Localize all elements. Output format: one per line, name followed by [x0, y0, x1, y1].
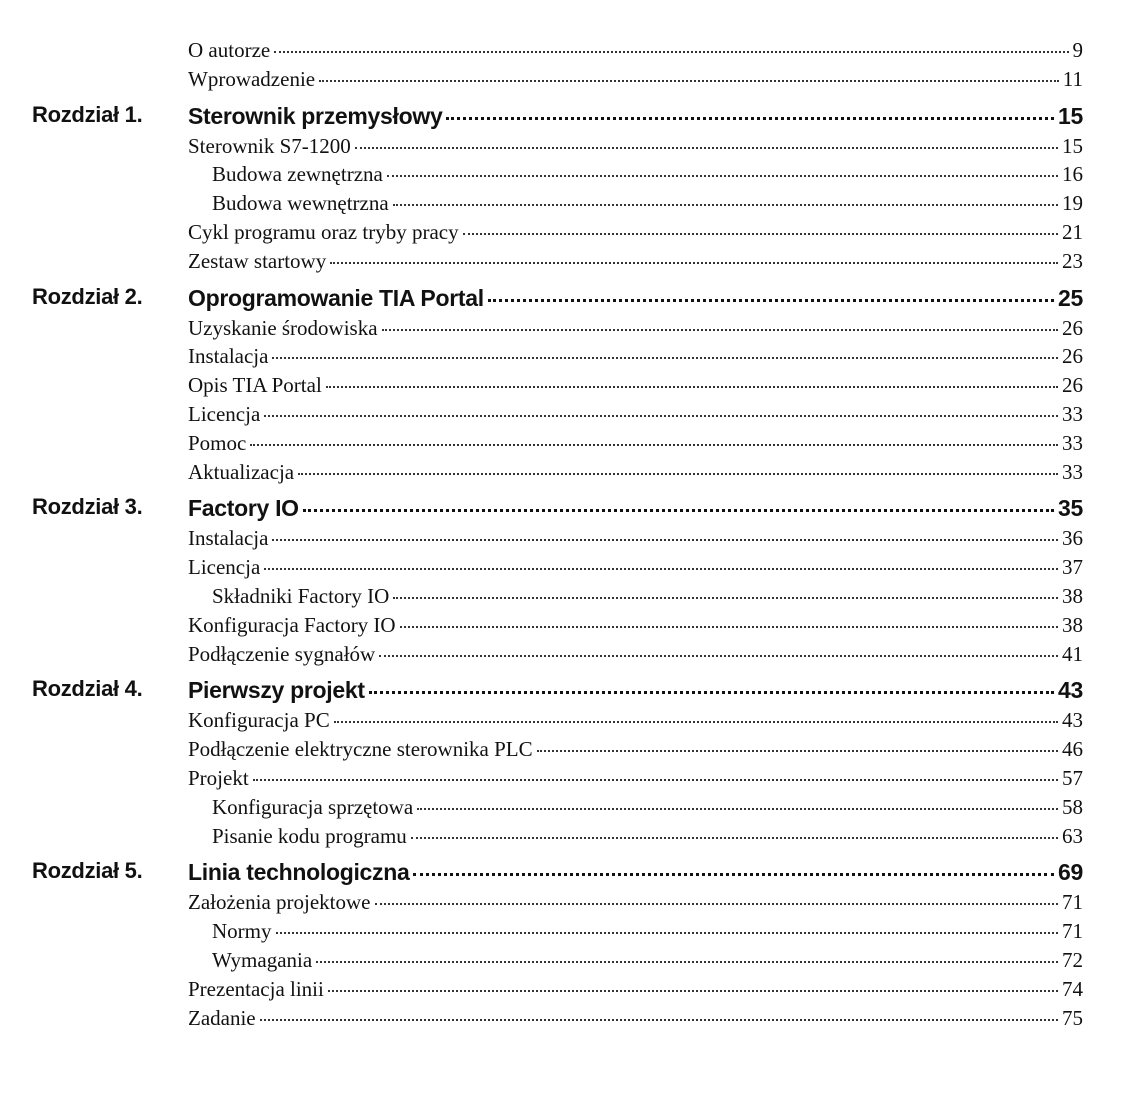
dot-leader: [379, 655, 1058, 657]
page-number: 15: [1062, 133, 1083, 158]
section-row[interactable]: [0, 888, 1135, 917]
toc-entry: [212, 160, 1083, 188]
section-row[interactable]: [0, 582, 1135, 611]
section-title: Normy: [212, 919, 272, 944]
chapter-label: Rozdział 4.: [32, 676, 143, 702]
page-number: 33: [1062, 459, 1083, 484]
dot-leader: [326, 386, 1058, 388]
dot-leader: [316, 961, 1058, 963]
section-title: Prezentacja linii: [188, 976, 324, 1001]
toc-entry: [212, 793, 1083, 821]
section-row[interactable]: [0, 524, 1135, 553]
section-row[interactable]: [0, 793, 1135, 822]
page-number: 63: [1062, 823, 1083, 848]
toc-entry: [188, 494, 1083, 522]
toc-entry: [188, 342, 1083, 370]
chapter-label: Rozdział 1.: [32, 101, 143, 127]
section-title: Cykl programu oraz tryby pracy: [188, 219, 459, 244]
section-title: Aktualizacja: [188, 459, 295, 484]
page-number: 38: [1062, 583, 1083, 608]
page-number: 69: [1058, 859, 1083, 886]
section-row[interactable]: [0, 160, 1135, 189]
page-number: 41: [1062, 641, 1083, 666]
section-row[interactable]: [0, 400, 1135, 429]
section-title: Pomoc: [188, 430, 247, 455]
section-row[interactable]: [0, 342, 1135, 371]
section-title: Uzyskanie środowiska: [188, 315, 378, 340]
toc-entry: [188, 764, 1083, 792]
page-number: 21: [1062, 219, 1083, 244]
toc-entry: [188, 888, 1083, 916]
section-title: Licencja: [188, 555, 261, 580]
section-title: Zadanie: [188, 1005, 256, 1030]
toc-entry: [188, 102, 1083, 130]
section-row[interactable]: [0, 132, 1135, 161]
page-number: 57: [1062, 765, 1083, 790]
section-row[interactable]: [0, 189, 1135, 218]
page-number: 36: [1062, 526, 1083, 551]
dot-leader: [369, 691, 1054, 694]
dot-leader: [260, 1019, 1058, 1021]
page-number: 33: [1062, 401, 1083, 426]
section-row[interactable]: [0, 247, 1135, 276]
dot-leader: [253, 779, 1058, 781]
section-row[interactable]: [0, 822, 1135, 851]
page-number: 38: [1062, 612, 1083, 637]
dot-leader: [264, 415, 1058, 417]
dot-leader: [272, 357, 1058, 359]
chapter-row[interactable]: [0, 280, 1135, 314]
page-number: 19: [1062, 191, 1083, 216]
section-title: Opis TIA Portal: [188, 373, 322, 398]
dot-leader: [319, 80, 1059, 82]
toc-entry: [212, 582, 1083, 610]
section-title: O autorze: [188, 38, 271, 62]
page-number: 23: [1062, 248, 1083, 273]
page-number: 9: [1072, 38, 1083, 62]
toc-entry: [188, 706, 1083, 734]
dot-leader: [387, 175, 1058, 177]
dot-leader: [328, 990, 1058, 992]
toc-entry: [212, 917, 1083, 945]
dot-leader: [446, 117, 1054, 120]
toc-entry: [188, 400, 1083, 428]
section-row[interactable]: [0, 314, 1135, 343]
chapter-row[interactable]: [0, 854, 1135, 888]
chapter-title: Oprogramowanie TIA Portal: [188, 284, 484, 311]
toc-entry: [212, 946, 1083, 974]
section-title: Składniki Factory IO: [212, 583, 390, 608]
section-row[interactable]: [0, 1004, 1135, 1033]
page-number: 72: [1062, 947, 1083, 972]
dot-leader: [298, 473, 1058, 475]
toc-entry: [188, 314, 1083, 342]
dot-leader: [417, 808, 1058, 810]
section-title: Sterownik S7-1200: [188, 133, 351, 158]
dot-leader: [488, 299, 1054, 302]
toc-entry: [188, 132, 1083, 160]
dot-leader: [393, 204, 1058, 206]
dot-leader: [413, 873, 1054, 876]
page-number: 58: [1062, 794, 1083, 819]
section-row[interactable]: [0, 218, 1135, 247]
toc-entry: [212, 189, 1083, 217]
section-title: Podłączenie sygnałów: [188, 641, 376, 666]
page-number: 35: [1058, 495, 1083, 522]
dot-leader: [400, 626, 1058, 628]
section-row[interactable]: [0, 975, 1135, 1004]
page-number: 43: [1058, 677, 1083, 704]
toc-entry: [212, 822, 1083, 850]
table-of-contents: [0, 36, 1135, 1032]
page-number: 15: [1058, 102, 1083, 129]
section-row[interactable]: [0, 917, 1135, 946]
chapter-row[interactable]: [0, 490, 1135, 524]
dot-leader: [334, 721, 1058, 723]
page-number: 74: [1062, 976, 1083, 1001]
toc-entry: [188, 975, 1083, 1003]
dot-leader: [382, 329, 1058, 331]
toc-entry: [188, 640, 1083, 668]
toc-entry: [188, 284, 1083, 312]
section-title: Pisanie kodu programu: [212, 823, 407, 848]
toc-entry: [188, 611, 1083, 639]
section-title: Konfiguracja sprzętowa: [212, 794, 414, 819]
section-row[interactable]: [0, 640, 1135, 669]
section-title: Wprowadzenie: [188, 66, 316, 91]
dot-leader: [264, 568, 1058, 570]
toc-entry: [188, 524, 1083, 552]
page-number: 16: [1062, 162, 1083, 187]
dot-leader: [250, 444, 1058, 446]
toc-entry: [188, 247, 1083, 275]
section-title: Konfiguracja PC: [188, 708, 330, 733]
section-row[interactable]: [0, 946, 1135, 975]
toc-entry: [188, 36, 1083, 64]
chapter-title: Linia technologiczna: [188, 859, 410, 886]
dot-leader: [393, 597, 1058, 599]
dot-leader: [330, 262, 1058, 264]
dot-leader: [355, 147, 1058, 149]
toc-entry: [188, 65, 1083, 93]
section-row[interactable]: [0, 65, 1135, 94]
toc-entry: [188, 218, 1083, 246]
page-number: 75: [1062, 1005, 1083, 1030]
dot-leader: [303, 509, 1054, 512]
page-number: 26: [1062, 315, 1083, 340]
toc-entry: [188, 676, 1083, 704]
dot-leader: [274, 51, 1068, 53]
dot-leader: [375, 903, 1059, 905]
section-title: Projekt: [188, 765, 249, 790]
page-number: 37: [1062, 555, 1083, 580]
toc-entry: [188, 1004, 1083, 1032]
chapter-label: Rozdział 5.: [32, 858, 143, 884]
chapter-title: Factory IO: [188, 495, 299, 522]
dot-leader: [272, 539, 1058, 541]
section-title: Założenia projektowe: [188, 890, 371, 915]
section-row[interactable]: [0, 611, 1135, 640]
dot-leader: [411, 837, 1058, 839]
section-row[interactable]: [0, 553, 1135, 582]
section-title: Budowa wewnętrzna: [212, 191, 389, 216]
section-row[interactable]: [0, 36, 1135, 65]
chapter-row[interactable]: [0, 672, 1135, 706]
toc-entry: [188, 371, 1083, 399]
section-title: Licencja: [188, 401, 261, 426]
toc-entry: [188, 735, 1083, 763]
section-row[interactable]: [0, 458, 1135, 487]
chapter-row[interactable]: [0, 98, 1135, 132]
page-number: 11: [1062, 66, 1083, 91]
page-number: 26: [1062, 344, 1083, 369]
dot-leader: [537, 750, 1058, 752]
page-number: 71: [1062, 890, 1083, 915]
section-title: Zestaw startowy: [188, 248, 327, 273]
section-title: Budowa zewnętrzna: [212, 162, 383, 187]
section-title: Instalacja: [188, 344, 269, 369]
section-title: Podłączenie elektryczne sterownika PLC: [188, 737, 533, 762]
toc-entry: [188, 858, 1083, 886]
section-title: Instalacja: [188, 526, 269, 551]
dot-leader: [463, 233, 1058, 235]
section-row[interactable]: [0, 706, 1135, 735]
chapter-title: Sterownik przemysłowy: [188, 102, 443, 129]
section-row[interactable]: [0, 371, 1135, 400]
page-number: 43: [1062, 708, 1083, 733]
section-title: Wymagania: [212, 947, 313, 972]
dot-leader: [276, 932, 1059, 934]
section-title: Konfiguracja Factory IO: [188, 612, 396, 637]
chapter-label: Rozdział 3.: [32, 494, 143, 520]
chapter-title: Pierwszy projekt: [188, 677, 365, 704]
chapter-label: Rozdział 2.: [32, 283, 143, 309]
page-number: 26: [1062, 373, 1083, 398]
page-number: 71: [1062, 919, 1083, 944]
section-row[interactable]: [0, 429, 1135, 458]
toc-entry: [188, 429, 1083, 457]
page-number: 33: [1062, 430, 1083, 455]
page-number: 25: [1058, 284, 1083, 311]
section-row[interactable]: [0, 764, 1135, 793]
page-number: 46: [1062, 737, 1083, 762]
toc-entry: [188, 458, 1083, 486]
section-row[interactable]: [0, 735, 1135, 764]
toc-entry: [188, 553, 1083, 581]
